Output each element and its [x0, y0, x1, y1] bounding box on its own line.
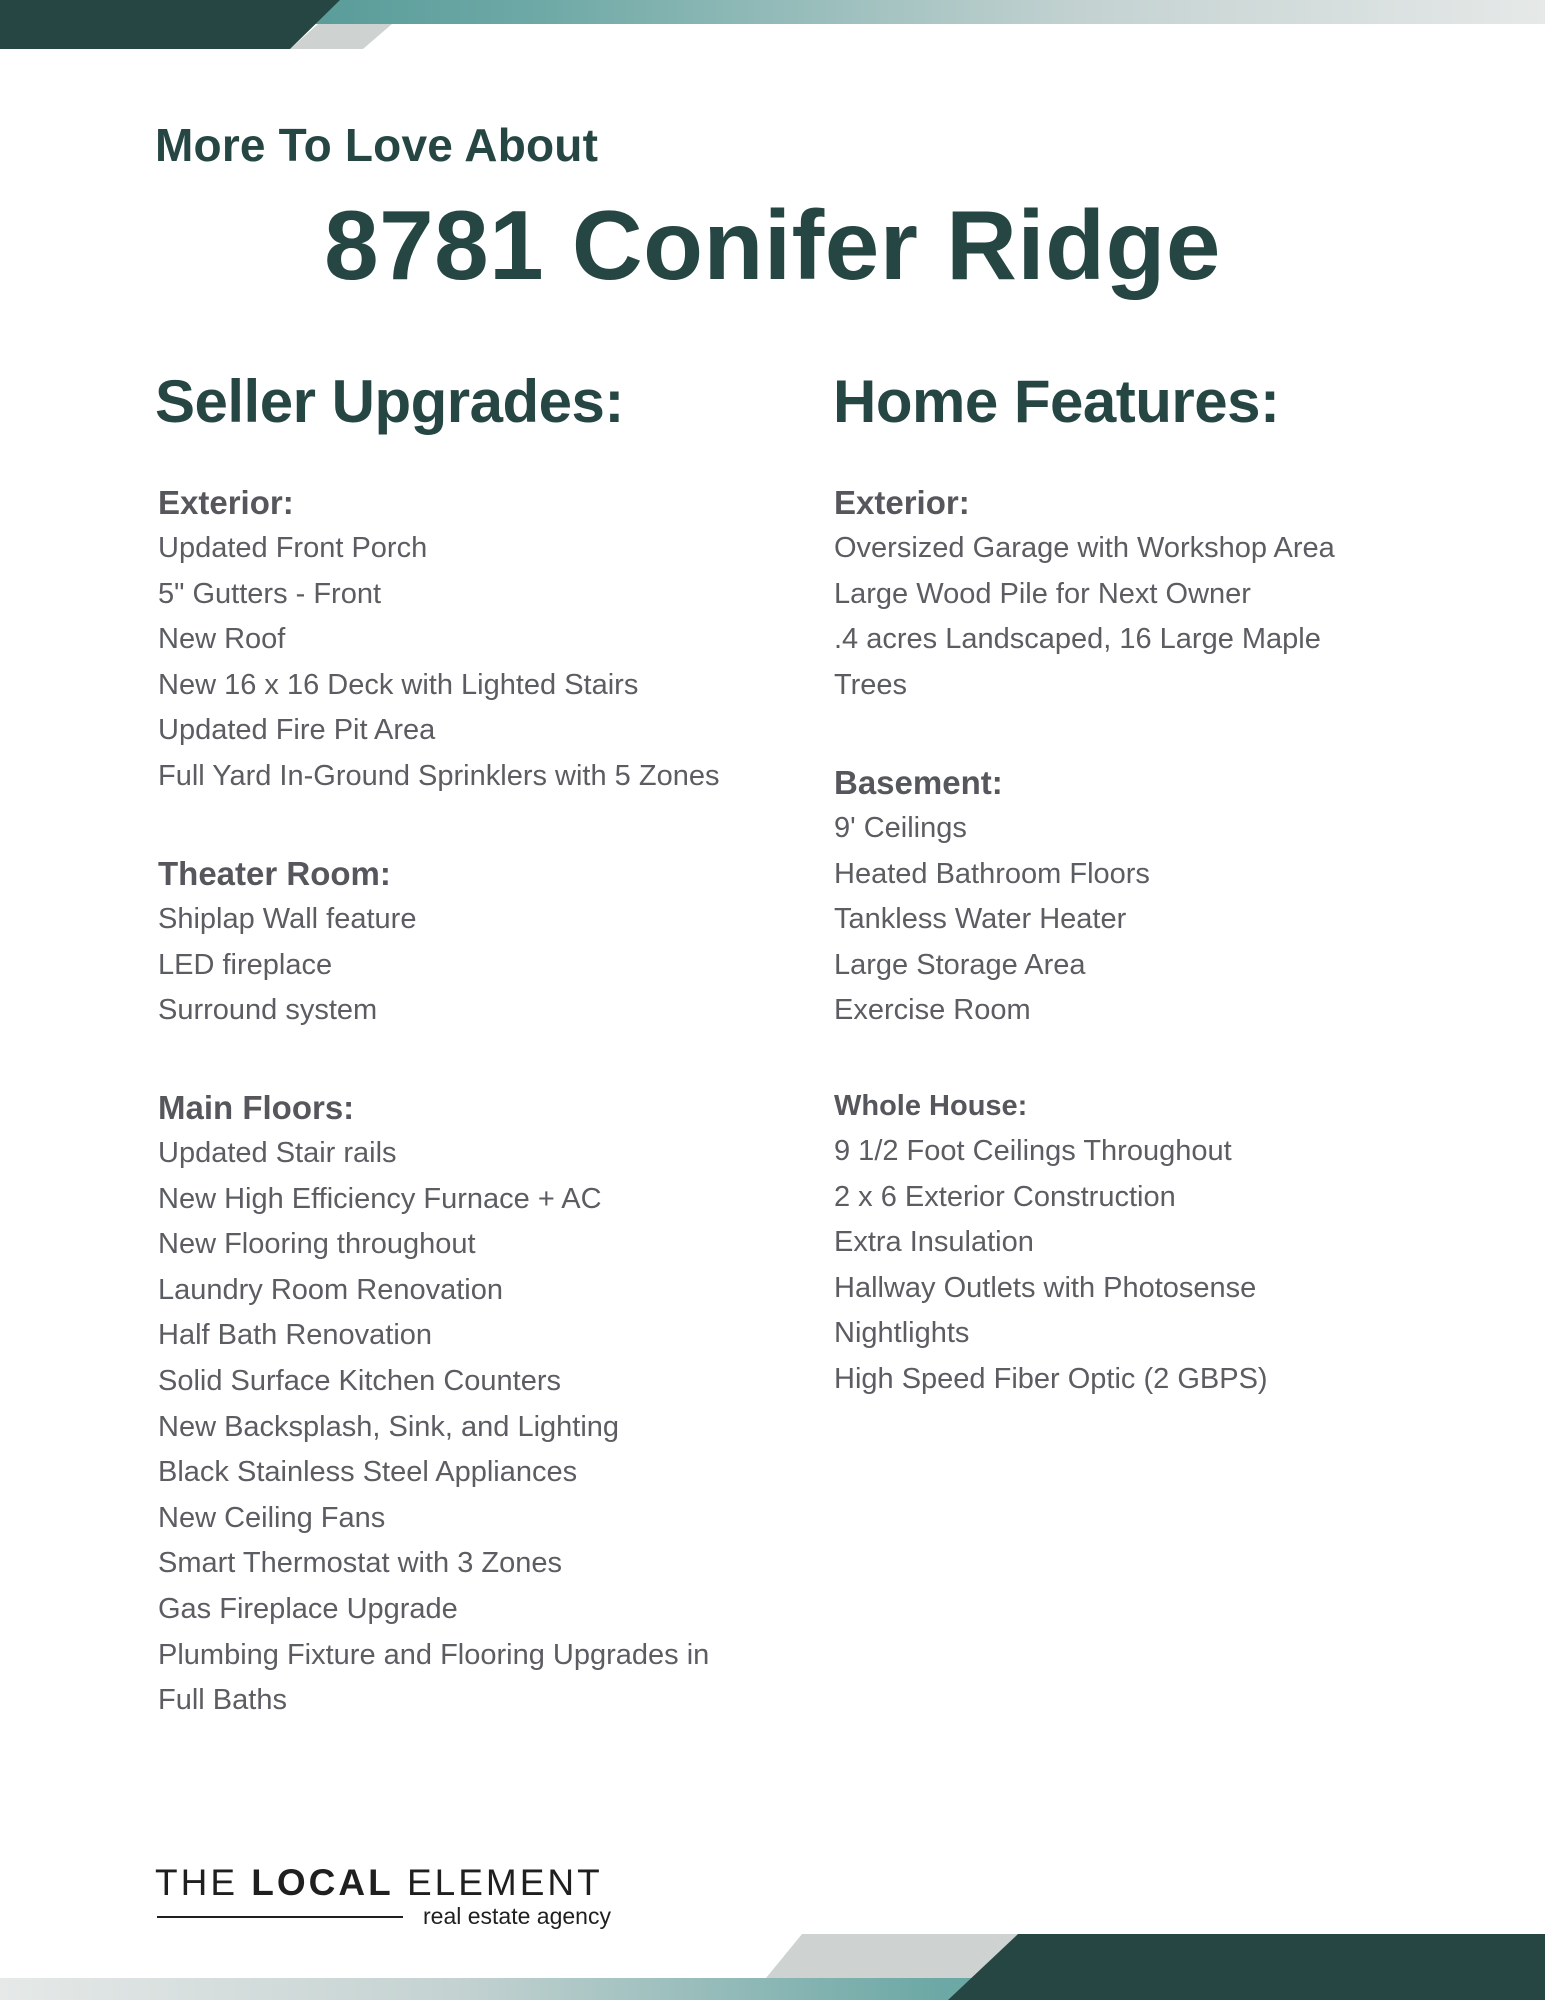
list-item: High Speed Fiber Optic (2 GBPS): [834, 1362, 1268, 1395]
list-item: New High Efficiency Furnace + AC: [158, 1182, 602, 1215]
section-heading: Theater Room:: [158, 855, 391, 892]
list-item: Exercise Room: [834, 994, 1031, 1027]
home-features-title: Home Features:: [833, 368, 1280, 435]
list-item: New 16 x 16 Deck with Lighted Stairs: [158, 668, 639, 701]
intro-heading: More To Love About: [155, 119, 599, 171]
list-item: Full Baths: [158, 1684, 287, 1717]
theater-room-section: [158, 851, 416, 1034]
list-item: .4 acres Landscaped, 16 Large Maple: [834, 623, 1321, 656]
agency-logo: [155, 1862, 635, 1930]
logo-word-element: ELEMENT: [407, 1862, 603, 1903]
list-item: Laundry Room Renovation: [158, 1273, 503, 1306]
list-item: New Ceiling Fans: [158, 1501, 386, 1534]
list-item: Updated Fire Pit Area: [158, 714, 436, 747]
list-item: Extra Insulation: [834, 1226, 1034, 1259]
list-item: Large Wood Pile for Next Owner: [834, 577, 1251, 610]
logo-word-local: LOCAL: [251, 1862, 394, 1903]
seller-exterior-section: [158, 480, 719, 800]
home-exterior-section: [834, 480, 1335, 708]
feature-list: [834, 806, 1150, 1034]
list-item: Plumbing Fixture and Flooring Upgrades in: [158, 1638, 710, 1671]
bottom-banner-decoration: [0, 1930, 1545, 2000]
list-item: LED fireplace: [158, 948, 333, 981]
list-item: New Roof: [158, 623, 286, 656]
list-item: Solid Surface Kitchen Counters: [158, 1364, 561, 1397]
basement-section: [834, 760, 1150, 1034]
list-item: Hallway Outlets with Photosense: [834, 1271, 1257, 1304]
list-item: Black Stainless Steel Appliances: [158, 1456, 578, 1489]
section-heading: Whole House:: [834, 1090, 1028, 1122]
logo-word-the: THE: [155, 1862, 238, 1903]
logo-underline: [157, 1916, 403, 1918]
section-heading: Basement:: [834, 764, 1003, 801]
list-item: Nightlights: [834, 1317, 970, 1350]
feature-list: [834, 1129, 1268, 1403]
top-banner-decoration: [0, 0, 1545, 52]
list-item: Heated Bathroom Floors: [834, 857, 1150, 890]
list-item: Half Bath Renovation: [158, 1319, 433, 1352]
feature-list: [158, 526, 719, 800]
feature-list: [834, 526, 1335, 708]
list-item: New Backsplash, Sink, and Lighting: [158, 1410, 620, 1443]
list-item: Updated Stair rails: [158, 1137, 397, 1169]
list-item: Shiplap Wall feature: [158, 903, 417, 935]
list-item: 9 1/2 Foot Ceilings Throughout: [834, 1135, 1232, 1167]
section-heading: Exterior:: [158, 484, 294, 521]
list-item: Surround system: [158, 994, 378, 1027]
list-item: Gas Fireplace Upgrade: [158, 1592, 458, 1625]
property-address-title: 8781 Conifer Ridge: [324, 190, 1221, 300]
list-item: 2 x 6 Exterior Construction: [834, 1180, 1176, 1213]
logo-wordmark: [155, 1862, 603, 1904]
section-heading: Exterior:: [834, 484, 970, 521]
list-item: Smart Thermostat with 3 Zones: [158, 1547, 563, 1580]
list-item: Full Yard In-Ground Sprinklers with 5 Zones: [158, 759, 720, 792]
list-item: Large Storage Area: [834, 948, 1086, 981]
feature-list: [158, 1131, 709, 1724]
list-item: Updated Front Porch: [158, 532, 428, 564]
list-item: Trees: [834, 668, 908, 701]
list-item: 9' Ceilings: [834, 812, 967, 844]
feature-list: [158, 897, 416, 1034]
whole-house-section: [834, 1083, 1268, 1403]
section-heading: Main Floors:: [158, 1089, 355, 1126]
logo-tagline: real estate agency: [423, 1903, 611, 1929]
main-floors-section: [158, 1085, 709, 1724]
seller-upgrades-title: Seller Upgrades:: [155, 368, 624, 435]
list-item: 5" Gutters - Front: [158, 577, 382, 610]
list-item: New Flooring throughout: [158, 1228, 476, 1261]
list-item: Oversized Garage with Workshop Area: [834, 532, 1335, 564]
list-item: Tankless Water Heater: [834, 903, 1127, 936]
